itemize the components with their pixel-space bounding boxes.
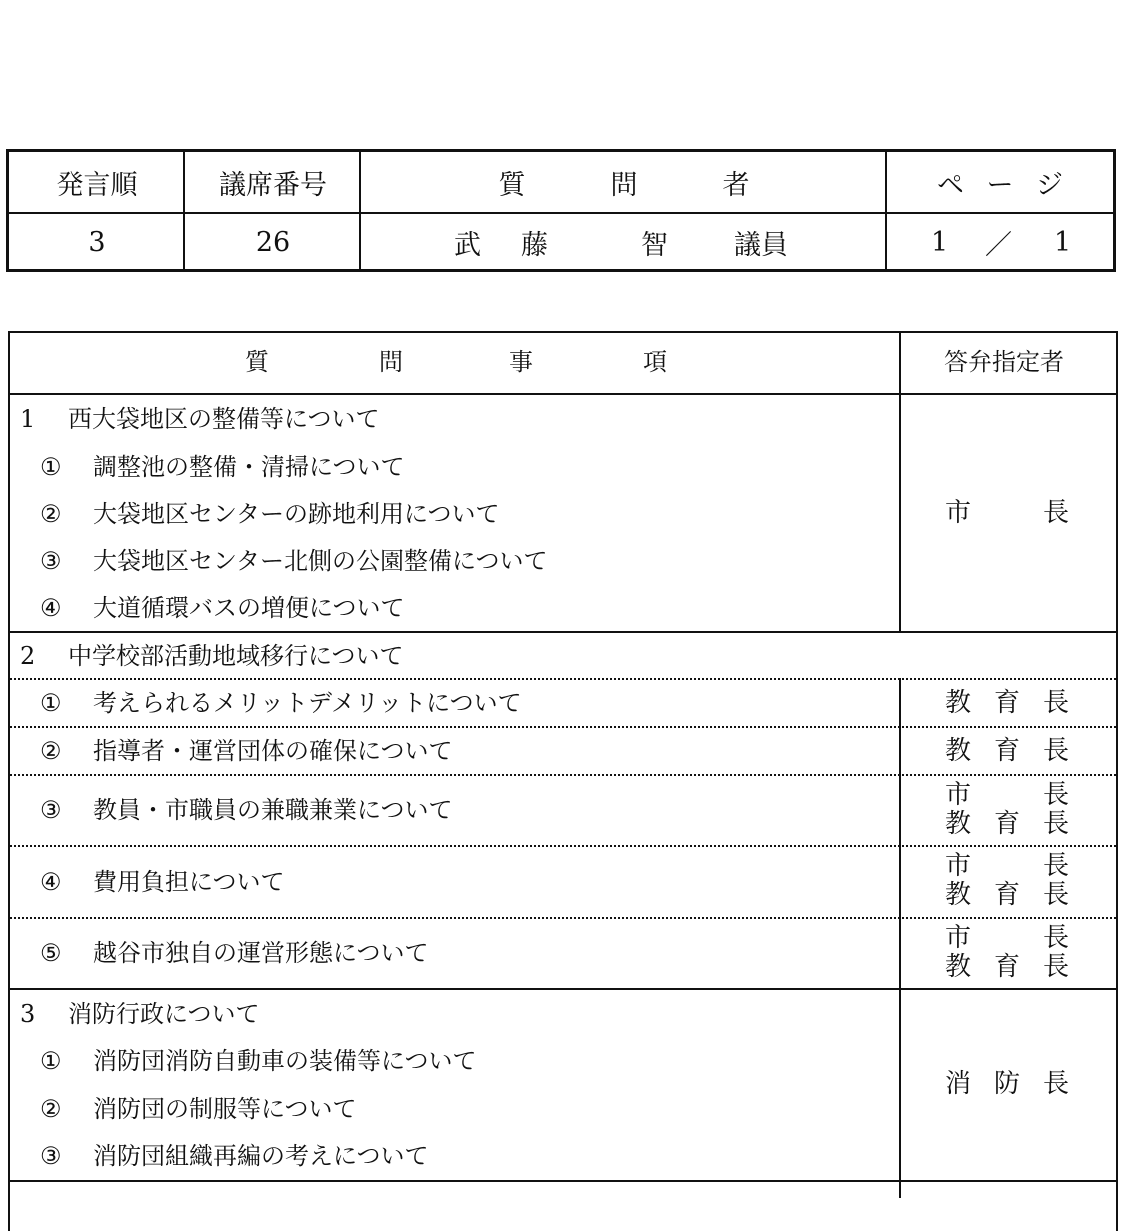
responder-char: 長 — [1042, 498, 1069, 528]
responder-char: 市 — [945, 780, 972, 810]
item-mark: ⑤ — [40, 939, 62, 967]
header-table — [6, 149, 1116, 272]
row-divider — [10, 726, 1116, 728]
responder-char: 市 — [945, 851, 972, 881]
responder-line — [945, 851, 1069, 881]
row-divider — [10, 1180, 1116, 1182]
responder-char: 市 — [945, 923, 972, 953]
questioner-label-char: 問 — [610, 169, 638, 201]
item-mark: ③ — [40, 547, 62, 575]
page-separator: ／ — [985, 229, 1012, 261]
responder-char: 育 — [993, 688, 1020, 718]
questioner-label-char: 質 — [498, 169, 526, 201]
responder-line — [945, 780, 1069, 810]
responder-char: 防 — [993, 1069, 1020, 1099]
responder-char: 教 — [945, 952, 972, 982]
items-heading-char: 問 — [379, 348, 403, 376]
item-text: 指導者・運営団体の確保について — [93, 737, 453, 765]
item-text: 調整池の整備・清掃について — [93, 453, 405, 481]
responder-char: 長 — [1042, 1069, 1069, 1099]
page-label-char: ジ — [1036, 169, 1063, 201]
questioner-value — [361, 212, 887, 272]
item-text: 消防団組織再編の考えについて — [93, 1142, 429, 1170]
item-mark: ③ — [40, 796, 62, 824]
responder-line — [945, 809, 1069, 839]
item-text: 大袋地区センター北側の公園整備について — [93, 547, 548, 575]
topic-title: 中学校部活動地域移行について — [68, 642, 404, 670]
item-mark: ④ — [40, 594, 62, 622]
item-text: 教員・市職員の兼職兼業について — [93, 796, 453, 824]
col-divider — [359, 152, 361, 269]
row-divider — [10, 774, 1116, 776]
responder-char: 消 — [945, 1069, 972, 1099]
questioner-name-char: 武 — [454, 229, 481, 261]
item-mark: ② — [40, 1095, 62, 1123]
item-text: 考えられるメリットデメリットについて — [93, 689, 522, 717]
col-divider — [899, 678, 901, 1198]
item-text: 越谷市独自の運営形態について — [93, 939, 429, 967]
item-mark: ② — [40, 500, 62, 528]
item-mark: ① — [40, 689, 62, 717]
responder-char: 育 — [993, 880, 1020, 910]
order-value: 3 — [88, 226, 106, 258]
topic-number: 2 — [20, 642, 36, 670]
order-label: 発言順 — [56, 169, 138, 201]
responder-line — [945, 736, 1069, 766]
item-mark: ① — [40, 1047, 62, 1075]
row-divider — [10, 393, 1116, 395]
page-total: 1 — [1054, 226, 1072, 258]
responder-line — [945, 1069, 1069, 1099]
item-text: 費用負担について — [93, 868, 285, 896]
responder-char: 育 — [993, 809, 1020, 839]
responder-char: 育 — [993, 952, 1020, 982]
responder-char: 教 — [945, 809, 972, 839]
topic-title: 西大袋地区の整備等について — [68, 405, 380, 433]
responder-char: 長 — [1042, 880, 1069, 910]
responder-char: 教 — [945, 736, 972, 766]
item-text: 消防団消防自動車の装備等について — [93, 1047, 477, 1075]
header-value-row — [9, 212, 1113, 272]
page-label — [887, 152, 1113, 212]
row-divider — [10, 917, 1116, 919]
page-value — [887, 212, 1113, 272]
responder-line — [945, 880, 1069, 910]
col-divider — [899, 333, 901, 631]
page-label-char: ー — [986, 169, 1014, 201]
responder-heading: 答弁指定者 — [944, 348, 1064, 376]
responder-char: 長 — [1042, 809, 1069, 839]
responder-char: 育 — [993, 736, 1020, 766]
page-current: 1 — [931, 226, 949, 258]
question-table — [8, 331, 1118, 1231]
questioner-label-char: 者 — [722, 169, 750, 201]
item-text: 消防団の制服等について — [93, 1095, 357, 1123]
item-text: 大道循環バスの増便について — [93, 594, 405, 622]
row-divider — [10, 631, 1116, 633]
questioner-title: 議員 — [734, 229, 788, 261]
topic-number: 3 — [20, 1000, 36, 1028]
responder-char: 教 — [945, 880, 972, 910]
row-divider — [10, 845, 1116, 847]
responder-line — [945, 952, 1069, 982]
item-mark: ① — [40, 453, 62, 481]
responder-char: 長 — [1042, 688, 1069, 718]
col-divider — [885, 152, 887, 269]
responder-char: 教 — [945, 688, 972, 718]
topic-title: 消防行政について — [68, 1000, 260, 1028]
page-label-char: ペ — [937, 169, 964, 201]
questioner-name-char: 藤 — [521, 229, 548, 261]
questioner-label — [361, 152, 887, 212]
item-mark: ③ — [40, 1142, 62, 1170]
responder-char: 長 — [1042, 952, 1069, 982]
seat-label: 議席番号 — [219, 169, 327, 201]
row-divider — [10, 678, 1116, 680]
topic-number: 1 — [20, 405, 36, 433]
responder-char: 長 — [1042, 851, 1069, 881]
item-mark: ② — [40, 737, 62, 765]
responder-char: 長 — [1042, 736, 1069, 766]
item-mark: ④ — [40, 868, 62, 896]
col-divider — [183, 152, 185, 269]
responder-char: 市 — [945, 498, 972, 528]
items-heading-char: 項 — [643, 348, 667, 376]
responder-line — [945, 498, 1069, 528]
row-divider — [10, 988, 1116, 990]
items-heading-char: 事 — [509, 348, 533, 376]
items-heading-char: 質 — [245, 348, 269, 376]
responder-line — [945, 923, 1069, 953]
item-text: 大袋地区センターの跡地利用について — [93, 500, 500, 528]
responder-char: 長 — [1042, 780, 1069, 810]
header-label-row — [9, 152, 1113, 214]
seat-value: 26 — [255, 226, 291, 258]
responder-line — [945, 688, 1069, 718]
responder-char: 長 — [1042, 923, 1069, 953]
questioner-name-char: 智 — [641, 229, 668, 261]
